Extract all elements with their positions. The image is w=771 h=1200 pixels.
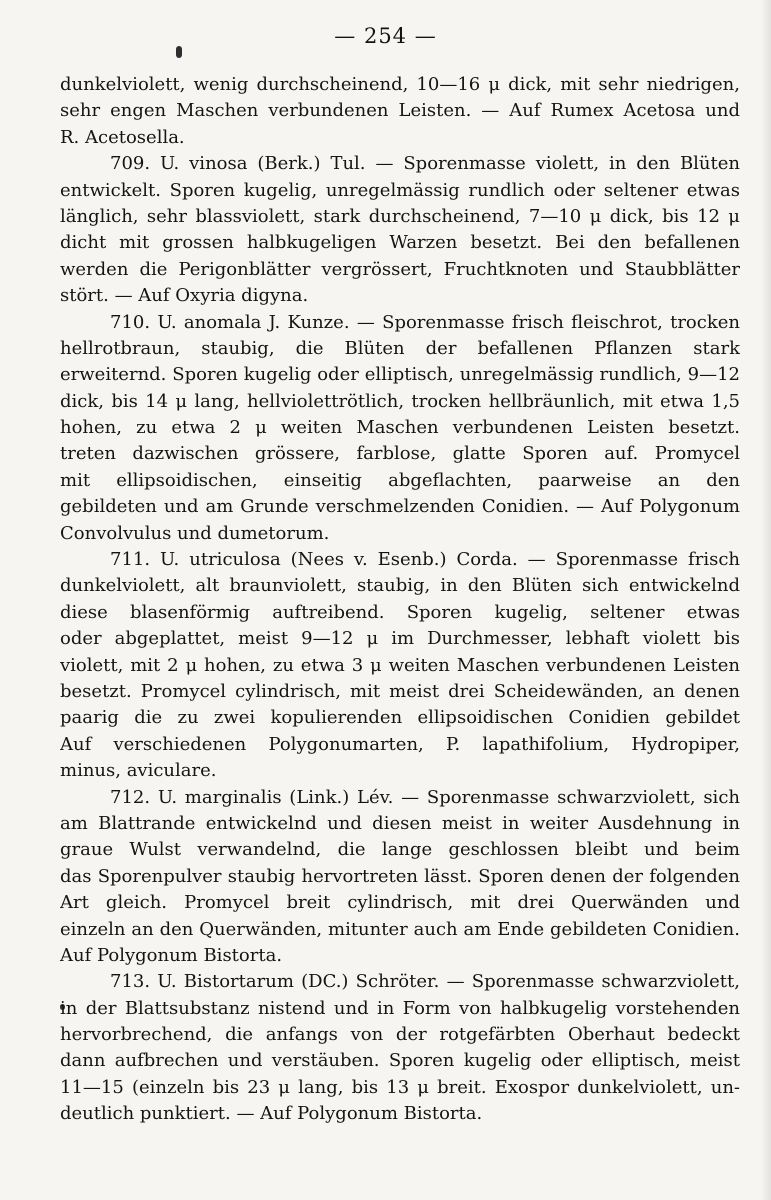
text-line: gebildeten und am Grunde verschmelzenden Conidien. — Auf Polygonum — [60, 496, 740, 518]
entry-heading-line: 713. U. Bistortarum (DC.) Schröter. — Sporenmasse schwarzviolett, — [110, 971, 740, 993]
entry-heading-line: 712. U. marginalis (Link.) Lév. — Sporenmasse schwarzviolett, sich — [110, 786, 740, 808]
text-line: Art gleich. Promycel breit cylindrisch, mit drei Querwänden und — [60, 892, 740, 914]
entry-heading-line: 710. U. anomala J. Kunze. — Sporenmasse frisch fleischrot, trocken — [110, 311, 740, 333]
document-body — [60, 72, 740, 1128]
text-line: hervorbrechend, die anfangs von der rotgefärbten Oberhaut bedeckt — [60, 1024, 740, 1046]
text-line: einzeln an den Querwänden, mitunter auch am Ende gebildeten Conidien. — [60, 918, 740, 940]
text-line: dunkelviolett, wenig durchscheinend, 10—16 μ dick, mit sehr niedrigen, — [60, 74, 740, 95]
text-line: länglich, sehr blassviolett, stark durchscheinend, 7—10 μ dick, bis 12 μ — [60, 205, 740, 227]
text-line: paarig die zu zwei kopulierenden ellipsoidischen Conidien gebildet — [60, 707, 740, 729]
entry-heading-line: 711. U. utriculosa (Nees v. Esenb.) Corda. — Sporenmasse frisch — [110, 549, 740, 571]
text-line: werden die Perigonblätter vergrössert, Fruchtknoten und Staubblätter — [60, 258, 740, 280]
text-line: dann aufbrechen und verstäuben. Sporen kugelig oder elliptisch, meist — [60, 1050, 740, 1072]
text-line: am Blattrande entwickelnd und diesen meist in weiter Ausdehnung in — [60, 812, 740, 834]
text-line: deutlich punktiert. — Auf Polygonum Bistorta. — [60, 1103, 483, 1125]
text-line: mit ellipsoidischen, einseitig abgeflachten, paarweise an den — [60, 469, 740, 491]
text-line: Convolvulus und dumetorum. — [60, 522, 330, 544]
text-line: violett, mit 2 μ hohen, zu etwa 3 μ weiten Maschen verbundenen Leisten — [60, 654, 740, 676]
page-edge-shadow — [761, 0, 771, 1200]
text-line: R. Acetosella. — [60, 126, 185, 148]
text-line: dicht mit grossen halbkugeligen Warzen besetzt. Bei den befallenen — [60, 232, 740, 254]
text-line: 11—15 (einzeln bis 23 μ lang, bis 13 μ breit. Exospor dunkelviolett, un- — [60, 1076, 740, 1098]
page-number: — 254 — — [334, 24, 437, 48]
text-line: treten dazwischen grössere, farblose, glatte Sporen auf. Promycel — [60, 443, 740, 465]
text-line: sehr engen Maschen verbundenen Leisten. — Auf Rumex Acetosa und — [60, 100, 740, 122]
text-line: erweiternd. Sporen kugelig oder elliptisch, unregelmässig rundlich, 9—12 — [60, 364, 740, 386]
text-line: graue Wulst verwandelnd, die lange geschlossen bleibt und beim — [60, 839, 740, 861]
text-line: hohen, zu etwa 2 μ weiten Maschen verbundenen Leisten besetzt. — [60, 417, 740, 439]
text-line: oder abgeplattet, meist 9—12 μ im Durchmesser, lebhaft violett bis — [60, 628, 740, 650]
text-line: hellrotbraun, staubig, die Blüten der befallenen Pflanzen stark — [60, 337, 740, 359]
text-line: Auf Polygonum Bistorta. — [60, 944, 283, 966]
text-line: Auf verschiedenen Polygonumarten, P. lapathifolium, Hydropiper, — [60, 733, 740, 755]
text-line: diese blasenförmig auftreibend. Sporen kugelig, seltener etwas — [60, 601, 740, 623]
text-line: dunkelviolett, alt braunviolett, staubig, in den Blüten sich entwickelnd — [60, 575, 740, 597]
text-line: entwickelt. Sporen kugelig, unregelmässig rundlich oder seltener etwas — [60, 179, 740, 201]
print-speck — [176, 46, 182, 58]
text-line: dick, bis 14 μ lang, hellviolettrötlich, trocken hellbräunlich, mit etwa 1,5 — [60, 390, 740, 412]
text-line: in der Blattsubstanz nistend und in Form von halbkugelig vorstehenden — [60, 997, 740, 1019]
text-line: besetzt. Promycel cylindrisch, mit meist drei Scheidewänden, an denen — [60, 680, 740, 702]
text-line: das Sporenpulver staubig hervortreten lässt. Sporen denen der folgenden — [60, 865, 740, 887]
entry-heading-line: 709. U. vinosa (Berk.) Tul. — Sporenmasse violett, in den Blüten — [110, 153, 740, 175]
text-line: minus, aviculare. — [60, 760, 217, 782]
text-line: stört. — Auf Oxyria digyna. — [60, 285, 309, 307]
